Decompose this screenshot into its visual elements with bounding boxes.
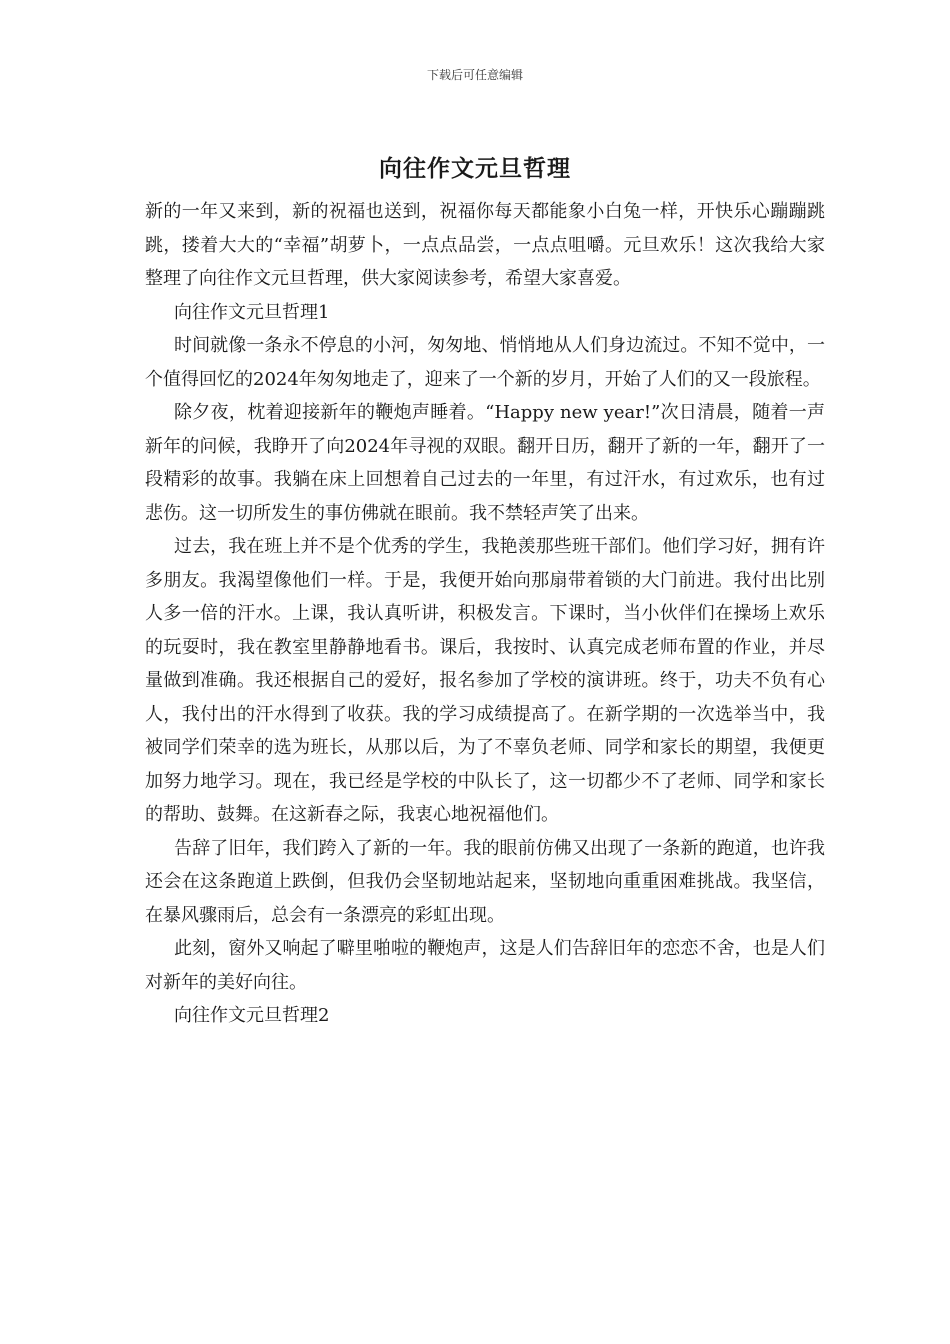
intro-paragraph: 新的一年又来到，新的祝福也送到，祝福你每天都能象小白兔一样，开快乐心蹦蹦跳跳，搂着大大的“幸福”胡萝卜，一点点品尝，一点点咀嚼。元旦欢乐！这次我给大家整理了向往作文元旦哲理，供大家阅读参考，希望大家喜爱。 bbox=[145, 201, 825, 289]
body-paragraph: 除夕夜，枕着迎接新年的鞭炮声睡着。“Happy new year!”次日清晨，随着一声新年的问候，我睁开了向2024年寻视的双眼。翻开日历，翻开了新的一年，翻开了一段精彩的故事。我躺在床上回想着自己过去的一年里，有过汗水，有过欢乐，也有过悲伤。这一切所发生的事仿佛就在眼前。我不禁轻声笑了出来。 bbox=[145, 402, 825, 524]
body-paragraph: 时间就像一条永不停息的小河，匆匆地、悄悄地从人们身边流过。不知不觉中，一个值得回忆的2024年匆匆地走了，迎来了一个新的岁月，开始了人们的又一段旅程。 bbox=[145, 335, 825, 390]
section-heading-1: 向往作文元旦哲理1 bbox=[174, 301, 330, 323]
document-title: 向往作文元旦哲理 bbox=[379, 155, 571, 182]
body-paragraph: 过去，我在班上并不是个优秀的学生，我艳羡那些班干部们。他们学习好，拥有许多朋友。我渴望像他们一样。于是，我便开始向那扇带着锁的大门前进。我付出比别人多一倍的汗水。上课，我认真听讲，积极发言。下课时，当小伙伴们在操场上欢乐的玩耍时，我在教室里静静地看书。课后，我按时、认真完成老师布置的作业，并尽量做到准确。我还根据自己的爱好，报名参加了学校的演讲班。终于，功夫不负有心人，我付出的汗水得到了收获。我的学习成绩提高了。在新学期的一次选举当中，我被同学们荣幸的选为班长，从那以后，为了不辜负老师、同学和家长的期望，我便更加努力地学习。现在，我已经是学校的中队长了，这一切都少不了老师、同学和家长的帮助、鼓舞。在这新春之际，我衷心地祝福他们。 bbox=[145, 536, 825, 825]
document-body bbox=[145, 195, 825, 1033]
section-heading-2: 向往作文元旦哲理2 bbox=[174, 1005, 330, 1026]
body-paragraph: 此刻，窗外又响起了噼里啪啦的鞭炮声，这是人们告辞旧年的恋恋不舍，也是人们对新年的美好向往。 bbox=[145, 938, 825, 993]
body-paragraph: 告辞了旧年，我们跨入了新的一年。我的眼前仿佛又出现了一条新的跑道，也许我还会在这条跑道上跌倒，但我仍会坚韧地站起来，坚韧地向重重困难挑战。我坚信，在暴风骤雨后，总会有一条漂亮的彩虹出现。 bbox=[145, 837, 825, 926]
page-header-note: 下载后可任意编辑 bbox=[426, 68, 523, 82]
